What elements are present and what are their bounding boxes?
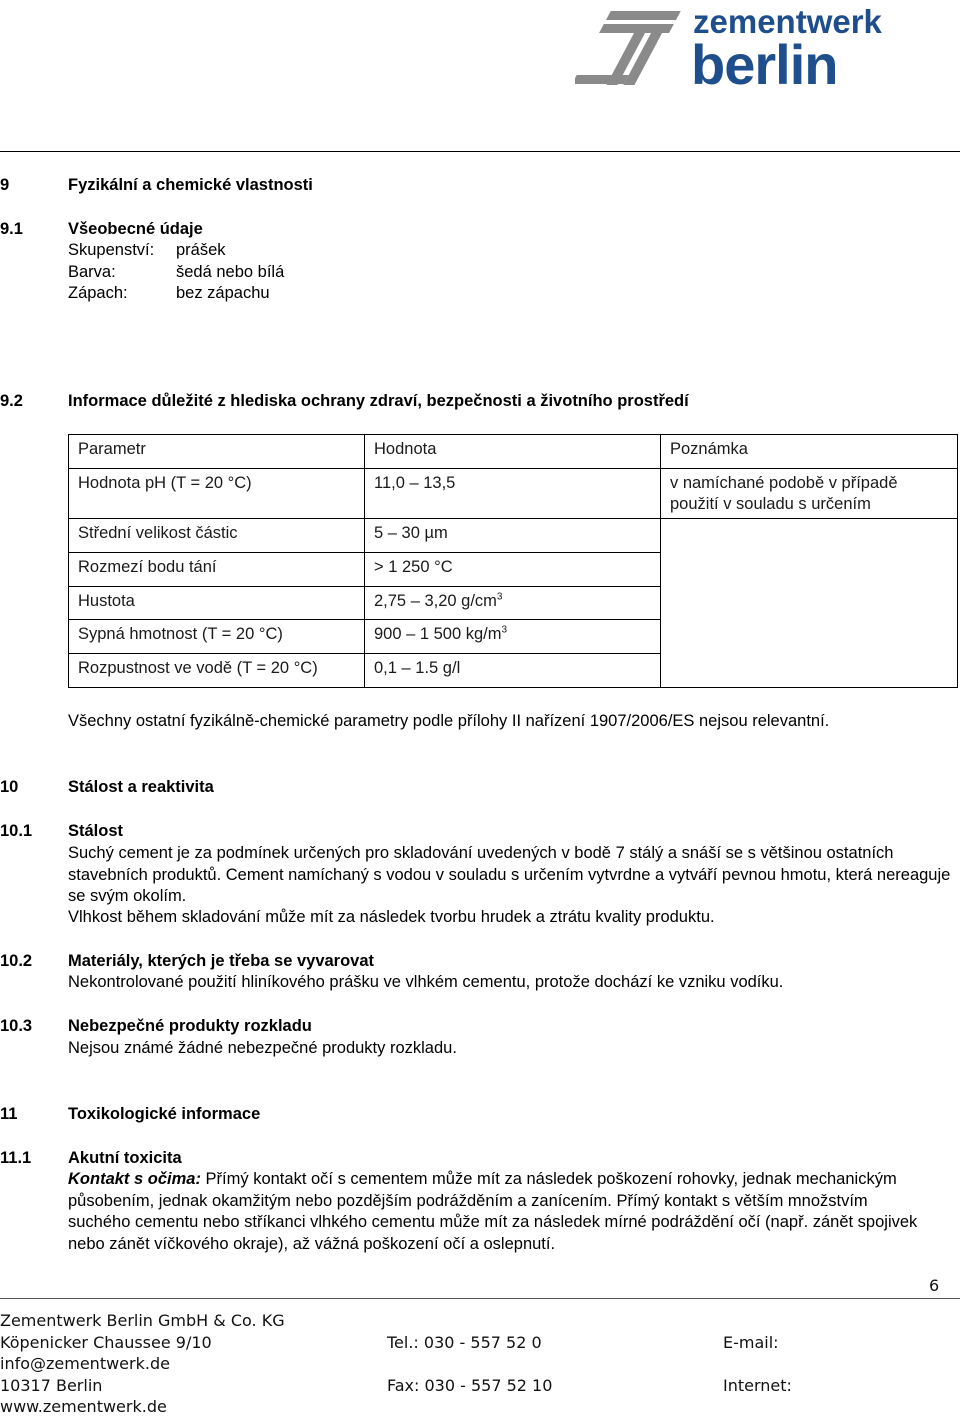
table-cell-param: Sypná hmotnost (T = 20 °C)	[69, 620, 365, 654]
company-logo	[575, 3, 935, 87]
subsection-number: 11.1	[0, 1149, 32, 1167]
table-header-cell: Parametr	[69, 435, 365, 469]
logo-text-zementwerk: zementwerk	[693, 3, 882, 40]
property-value: bez zápachu	[176, 284, 270, 302]
section-title: Stálost a reaktivita	[68, 778, 214, 796]
table-cell-value	[365, 586, 661, 620]
footer-street: Köpenicker Chaussee 9/10	[0, 1333, 212, 1352]
table-cell-value: 0,1 – 1.5 g/l	[365, 654, 661, 688]
table-header-row	[69, 435, 958, 469]
section-title: Toxikologické informace	[68, 1105, 261, 1123]
paragraph	[68, 1169, 928, 1255]
table-note: Všechny ostatní fyzikálně-chemické parametry podle přílohy II nařízení 1907/2006/ES nejsou relevantní.	[68, 712, 830, 730]
property-row	[68, 283, 128, 305]
table-row	[69, 518, 958, 552]
footer-internet-label: Internet:	[723, 1376, 792, 1395]
paragraph: Suchý cement je za podmínek určených pro skladování uvedených v bodě 7 stálý a snáší se s většinou ostatních stavebních produktů. Cement namíchaný s vodou v souladu s určením vytvrdne a vytváří pevnou hmotu, která nereaguje se svým okolím.	[68, 844, 951, 905]
subsection-number: 10.3	[0, 1017, 33, 1035]
subsection-number: 9.1	[0, 220, 23, 238]
footer-email-label: E-mail:	[723, 1333, 779, 1352]
footer-fax: Fax: 030 - 557 52 10	[387, 1376, 553, 1395]
paragraph-body: Přímý kontakt očí s cementem může mít za následek poškození rohovky, jednak mechanickým působením, jednak okamžitým nebo pozdějším podrážděním a zanícením. Přímý kontakt s větším množstvím suchého cementu nebo stříkanci vlhkého cementu může mít za následek mírné podráždění očí (např. zánět spojivek nebo zánět víčkového okraje), až vážná poškození očí a oslepnutí.	[68, 1170, 918, 1253]
table-cell-param: Střední velikost částic	[69, 518, 365, 552]
table-row	[69, 468, 958, 518]
footer-city: 10317 Berlin	[0, 1376, 103, 1395]
property-row	[68, 262, 116, 284]
value-text: 2,75 – 3,20 g/cm	[374, 591, 497, 610]
zementwerk-logo-mark	[575, 3, 935, 87]
property-row	[68, 240, 154, 262]
subsection-number: 9.2	[0, 392, 23, 410]
table-cell-param: Rozpustnost ve vodě (T = 20 °C)	[69, 654, 365, 688]
footer-web: www.zementwerk.de	[0, 1397, 167, 1416]
table-cell-value: 5 – 30 µm	[365, 518, 661, 552]
subsection-number: 10.2	[0, 952, 33, 970]
footer-tel: Tel.: 030 - 557 52 0	[387, 1333, 542, 1352]
section-number: 9	[0, 176, 10, 194]
table-cell-value	[365, 620, 661, 654]
footer-company: Zementwerk Berlin GmbH & Co. KG	[0, 1311, 285, 1330]
subsection-title: Informace důležité z hlediska ochrany zdraví, bezpečnosti a životního prostředí	[68, 392, 689, 410]
property-value: prášek	[176, 241, 226, 259]
table-cell-note	[661, 518, 958, 687]
table-cell-value: 11,0 – 13,5	[365, 468, 661, 518]
superscript: 3	[501, 624, 508, 636]
footer-rule	[0, 1298, 960, 1299]
logo-text-berlin: berlin	[691, 33, 838, 87]
paragraph: Nekontrolované použití hliníkového prášku ve vlhkém cementu, protože dochází ke vzniku vodíku.	[68, 973, 784, 991]
section-title: Fyzikální a chemické vlastnosti	[68, 176, 313, 194]
paragraph-lead: Kontakt s očima:	[68, 1170, 201, 1188]
paragraph: Nejsou známé žádné nebezpečné produkty rozkladu.	[68, 1039, 457, 1057]
subsection-title: Nebezpečné produkty rozkladu	[68, 1017, 312, 1035]
superscript: 3	[496, 591, 503, 603]
table-cell-value: > 1 250 °C	[365, 552, 661, 586]
table-cell-param: Hodnota pH (T = 20 °C)	[69, 468, 365, 518]
header-rule	[0, 151, 960, 152]
section-number: 11	[0, 1105, 18, 1123]
table-header-cell: Hodnota	[365, 435, 661, 469]
property-value: šedá nebo bílá	[176, 263, 285, 281]
section-number: 10	[0, 778, 19, 796]
subsection-number: 10.1	[0, 822, 33, 840]
properties-table	[68, 434, 958, 688]
table-cell-param: Rozmezí bodu tání	[69, 552, 365, 586]
property-label: Skupenství:	[68, 241, 155, 259]
footer-email: info@zementwerk.de	[0, 1354, 170, 1373]
subsection-title: Stálost	[68, 822, 124, 840]
table-cell-note: v namíchané podobě v případě použití v souladu s určením	[661, 468, 958, 518]
table-cell-param: Hustota	[69, 586, 365, 620]
value-text: 900 – 1 500 kg/m	[374, 625, 502, 644]
property-label: Zápach:	[68, 284, 128, 302]
subsection-title: Všeobecné údaje	[68, 220, 203, 238]
subsection-title: Akutní toxicita	[68, 1149, 182, 1167]
property-label: Barva:	[68, 263, 116, 281]
paragraph: Vlhkost během skladování může mít za následek tvorbu hrudek a ztrátu kvality produktu.	[68, 908, 715, 926]
subsection-title: Materiály, kterých je třeba se vyvarovat	[68, 952, 375, 970]
table-header-cell: Poznámka	[661, 435, 958, 469]
page-number: 6	[929, 1276, 940, 1295]
